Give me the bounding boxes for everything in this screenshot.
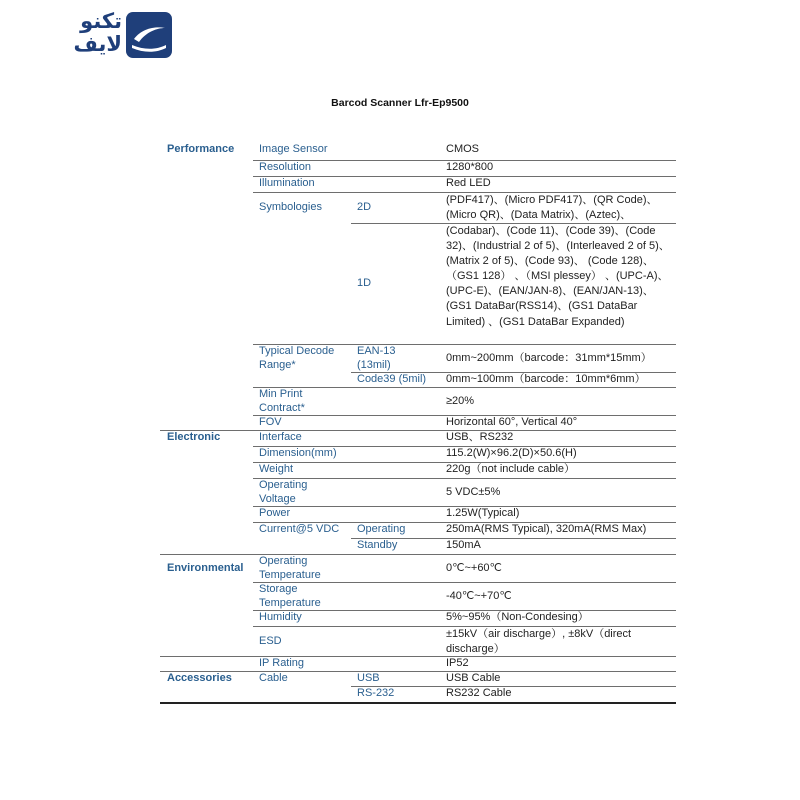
row-label: Symbologies <box>259 201 322 213</box>
row-label: Operating Temperature <box>259 555 321 581</box>
row-label: Typical Decode Range* <box>259 345 335 371</box>
row-value: Horizontal 60°, Vertical 40° <box>446 416 578 428</box>
row-sublabel: Operating <box>357 523 406 535</box>
row-label: Min Print Contract* <box>259 388 305 414</box>
row-sublabel: 1D <box>357 277 372 289</box>
row-label: Interface <box>259 431 302 443</box>
row-sublabel: RS-232 <box>357 687 395 699</box>
row-label: Humidity <box>259 611 302 623</box>
logo-wordmark <box>48 10 122 60</box>
row-value: 1.25W(Typical) <box>446 507 520 519</box>
row-label: Dimension(mm) <box>259 447 337 459</box>
row-value: 1280*800 <box>446 161 494 173</box>
row-sublabel: USB <box>357 672 380 684</box>
row-value: 150mA <box>446 539 481 551</box>
section-performance: Performance <box>167 143 235 155</box>
row-value: 0mm~200mm（barcode：31mm*15mm） <box>446 352 652 364</box>
row-label: FOV <box>259 416 282 428</box>
row-sublabel: Standby <box>357 539 398 551</box>
brand-logo <box>48 10 173 62</box>
section-divider <box>160 554 676 555</box>
row-value: 220g（not include cable） <box>446 463 576 475</box>
section-environmental: Environmental <box>167 562 244 574</box>
logo-text-line1: تكنو <box>80 9 122 33</box>
row-value: CMOS <box>446 143 479 155</box>
row-value: ±15kV（air discharge）, ±8kV（direct discharge） <box>446 628 632 655</box>
row-value: Red LED <box>446 177 491 189</box>
section-electronic: Electronic <box>167 431 221 443</box>
row-label: Illumination <box>259 177 315 189</box>
row-label: Cable <box>259 672 288 684</box>
document-title: Barcod Scanner Lfr-Ep9500 <box>331 97 469 109</box>
row-label: Storage Temperature <box>259 583 321 609</box>
logo-text-line2: لايف <box>73 32 122 56</box>
row-label: Image Sensor <box>259 143 328 155</box>
row-value: (PDF417)、(Micro PDF417)、(QR Code)、(Micro QR)、(Data Matrix)、(Aztec)、 <box>446 194 658 221</box>
row-label: ESD <box>259 635 282 647</box>
row-label: Current@5 VDC <box>259 523 340 535</box>
row-value: RS232 Cable <box>446 687 512 699</box>
row-label: Resolution <box>259 161 311 173</box>
row-label: Operating Voltage <box>259 479 308 505</box>
row-label: IP Rating <box>259 657 305 669</box>
table-bottom-border <box>160 702 676 704</box>
row-value: 250mA(RMS Typical), 320mA(RMS Max) <box>446 523 647 535</box>
logo-icon <box>126 12 172 58</box>
row-value: 0mm~100mm（barcode：10mm*6mm） <box>446 373 646 385</box>
row-value: ≥20% <box>446 395 475 407</box>
row-value: USB、RS232 <box>446 431 514 443</box>
row-sublabel: EAN-13 (13mil) <box>357 345 396 371</box>
section-accessories: Accessories <box>167 672 232 684</box>
row-value: USB Cable <box>446 672 501 684</box>
row-value: (Codabar)、(Code 11)、(Code 39)、(Code 32)、(Industrial 2 of 5)、(Interleaved 2 of 5)、 (Matrix 2 of 5)、(Code 93)、 (Code 128)、 （GS1 128） 、（MSI plessey） 、(UPC-A)、(UPC-E)、(EAN/JAN-8)、(EAN/JAN-13)、(GS1 DataBar(RSS14)、(GS1 DataBar Limited) 、(GS1 DataBar Expanded) <box>446 225 670 328</box>
row-value: 0℃~+60℃ <box>446 562 502 574</box>
row-value: IP52 <box>446 657 469 669</box>
row-sublabel: 2D <box>357 201 372 213</box>
row-label: Power <box>259 507 291 519</box>
row-value: 115.2(W)×96.2(D)×50.6(H) <box>446 447 577 459</box>
row-value: -40℃~+70℃ <box>446 590 512 602</box>
row-value: 5%~95%（Non-Condesing） <box>446 611 589 623</box>
row-label: Weight <box>259 463 294 475</box>
row-sublabel: Code39 (5mil) <box>357 373 427 385</box>
row-value: 5 VDC±5% <box>446 486 501 498</box>
